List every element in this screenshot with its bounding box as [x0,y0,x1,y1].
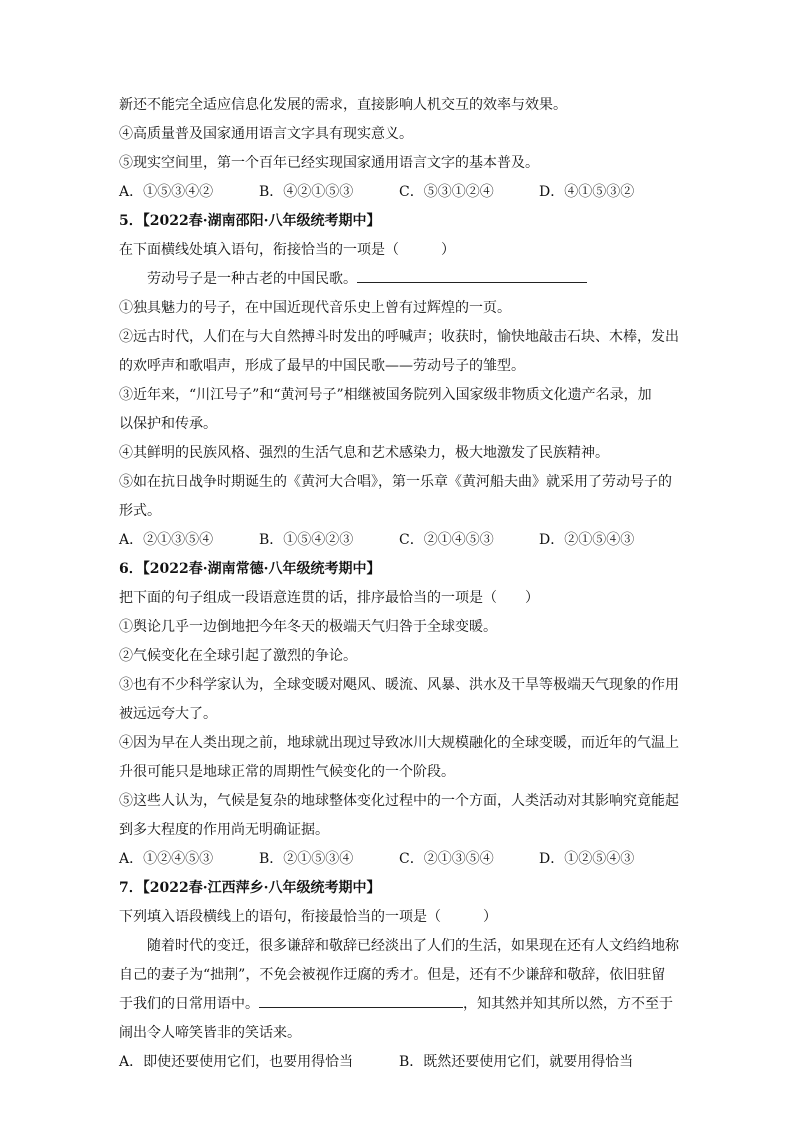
q6-option-a[interactable]: A．①②④⑤③ [119,851,214,867]
q5-option-d[interactable]: D．②①⑤④③ [539,532,635,548]
q7-passage-line-4: 闹出令人啼笑皆非的笑话来。 [119,1025,301,1041]
q5-option-a[interactable]: A．②①③⑤④ [119,532,214,548]
q7-passage-text-before: 于我们的日常用语中。 [119,996,259,1012]
q6-sentence-5-cont: 到多大程度的作用尚无明确证据。 [119,822,329,838]
q7-option-a[interactable]: A．即使还要使用它们，也要用得恰当 [119,1054,354,1070]
q7-answer-blank[interactable] [259,991,463,1008]
q5-options [119,526,679,555]
q6-sentence-1: ①舆论几乎一边倒地把今年冬天的极端天气归咎于全球变暖。 [119,619,497,635]
q5-sentence-3: ③近年来，“川江号子”和“黄河号子”相继被国务院列入国家级非物质文化遗产名录，加 [119,387,652,403]
q5-sentence-1: ①独具魅力的号子，在中国近现代音乐史上曾有过辉煌的一页。 [119,300,511,316]
q5-stem: 在下面横线处填入语句，衔接恰当的一项是（ ） [119,242,455,258]
q6-sentence-4-cont: 升很可能只是地球正常的周期性气候变化的一个阶段。 [119,764,455,780]
q6-sentence-5: ⑤这些人认为，气候是复杂的地球整体变化过程中的一个方面，人类活动对其影响究竟能起 [119,793,679,809]
q5-sentence-2: ②远古时代，人们在与大自然搏斗时发出的呼喊声；收获时，愉快地敲击石块、木棒，发出 [119,329,679,345]
q6-sentence-3-cont: 被远远夸大了。 [119,706,217,722]
page-content [119,91,679,1077]
q7-passage-line-1: 随着时代的变迁，很多谦辞和敬辞已经淡出了人们的生活，如果现在还有人文绉绉地称 [147,938,679,954]
q5-title: 5．【2022春·湖南邵阳·八年级统考期中】 [119,213,381,229]
q5-passage [119,265,679,294]
q5-sentence-4: ④其鲜明的民族风格、强烈的生活气息和艺术感染力，极大地激发了民族精神。 [119,445,609,461]
q5-sentence-5-cont: 形式。 [119,503,161,519]
q7-options [119,1048,679,1077]
q4-sentence-4: ④高质量普及国家通用语言文字具有现实意义。 [119,126,413,142]
q5-answer-blank[interactable] [357,266,587,283]
q6-sentence-4: ④因为早在人类出现之前，地球就出现过导致冰川大规模融化的全球变暖，而近年的气温上 [119,735,679,751]
q5-sentence-5: ⑤如在抗日战争时期诞生的《黄河大合唱》，第一乐章《黄河船夫曲》就采用了劳动号子的 [119,474,672,490]
q6-stem: 把下面的句子组成一段语意连贯的话，排序最恰当的一项是（ ） [119,590,539,606]
q5-sentence-3-cont: 以保护和传承。 [119,416,217,432]
q4-option-d[interactable]: D．④①⑤③② [539,184,635,200]
q5-option-c[interactable]: C．②①④⑤③ [399,532,494,548]
q7-passage-line-2: 自己的妻子为“拙荆”，不免会被视作迂腐的秀才。但是，还有不少谦辞和敬辞，依旧驻留 [119,967,666,983]
q6-option-b[interactable]: B．②①⑤③④ [259,851,354,867]
q7-title: 7．【2022春·江西萍乡·八年级统考期中】 [119,880,381,896]
q6-title: 6．【2022春·湖南常德·八年级统考期中】 [119,561,381,577]
q6-option-c[interactable]: C．②①③⑤④ [399,851,494,867]
q4-option-a[interactable]: A．①⑤③④② [119,184,214,200]
q6-sentence-2: ②气候变化在全球引起了激烈的争论。 [119,648,357,664]
q6-sentence-3: ③也有不少科学家认为，全球变暖对飓风、暖流、风暴、洪水及干旱等极端天气现象的作用 [119,677,679,693]
q6-options [119,845,679,874]
q5-passage-text: 劳动号子是一种古老的中国民歌。 [147,271,357,287]
q6-option-d[interactable]: D．①②⑤④③ [539,851,635,867]
q7-stem: 下列填入语段横线上的语句，衔接最恰当的一项是（ ） [119,909,497,925]
q4-sentence-5: ⑤现实空间里，第一个百年已经实现国家通用语言文字的基本普及。 [119,155,539,171]
q4-option-b[interactable]: B．④②①⑤③ [259,184,354,200]
q4-option-c[interactable]: C．⑤③①②④ [399,184,494,200]
q7-passage-text-after: ，知其然并知其所以然，方不至于 [463,996,673,1012]
q5-sentence-2-cont: 的欢呼声和歌唱声，形成了最早的中国民歌——劳动号子的雏型。 [119,358,525,374]
q4-text-line: 新还不能完全适应信息化发展的需求，直接影响人机交互的效率与效果。 [119,97,567,113]
q7-passage-line-3 [119,990,679,1019]
q4-options [119,178,679,207]
q5-option-b[interactable]: B．①⑤④②③ [259,532,354,548]
q7-option-b[interactable]: B．既然还要使用它们，就要用得恰当 [399,1054,634,1070]
